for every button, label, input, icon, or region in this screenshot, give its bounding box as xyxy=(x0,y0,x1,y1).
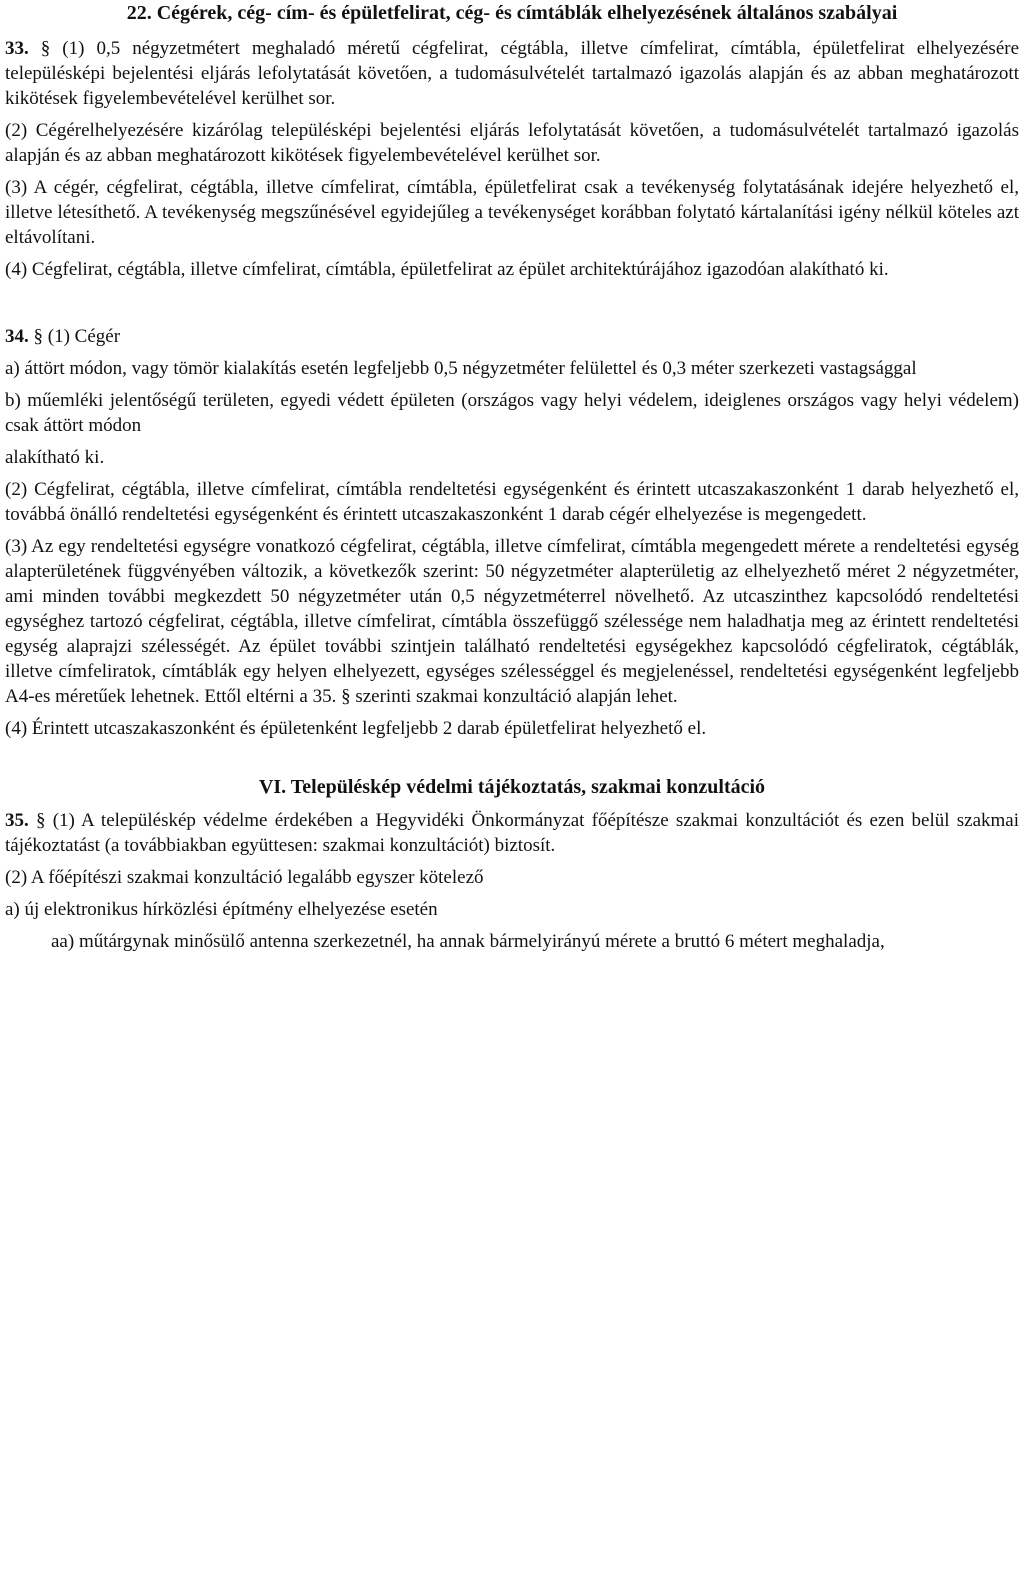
paragraph-33-3: (3) A cégér, cégfelirat, cégtábla, illetve címfelirat, címtábla, épületfelirat csak a tevékenység folytatásának idejére helyezhető el, illetve létesíthető. A tevékenység megszűnésével egyidejűleg a tevékenységet korábban folytató kártalanítási igény nélkül köteles azt eltávolítani. xyxy=(5,177,1019,248)
paragraph-33-2: (2) Cégérelhelyezésére kizárólag településképi bejelentési eljárás lefolytatását követően, a tudomásulvételét tartalmazó igazolás alapján és az abban meghatározott kikötések figyelembevételével kerülhet sor. xyxy=(5,120,1019,166)
paragraph-35-a: a) új elektronikus hírközlési építmény elhelyezése esetén xyxy=(5,899,438,920)
paragraph-33-1 xyxy=(5,36,1019,111)
paragraph-34-a: a) áttört módon, vagy tömör kialakítás esetén legfeljebb 0,5 négyzetméter felülettel és 0,3 méter szerkezeti vastagsággal xyxy=(5,358,917,379)
section-number-35: 35. xyxy=(5,810,29,831)
chapter-heading-VI: VI. Településkép védelmi tájékoztatás, szakmai konzultáció xyxy=(258,776,766,798)
paragraph-34-3: (3) Az egy rendeltetési egységre vonatkozó cégfelirat, cégtábla, illetve címfelirat, címtábla megengedett mérete a rendeltetési egység alapterületének függvényében változik, a következők szerint: 50 négyzetméter alapterületig az elhelyezhető méret 2 négyzetméter, ami minden további megkezdett 50 négyzetméter után 0,5 négyzetméterrel növelhető. Az utcaszinthez kapcsolódó rendeltetési egységhez tartozó cégfelirat, cégtábla, illetve címfelirat, címtábla összefüggő szélessége nem haladhatja meg az érintett rendeltetési egység alaprajzi szélességét. Az épület további szintjein található rendeltetési egységekhez kapcsolódó cégfeliratok, cégtáblák, illetve címfeliratok, címtáblák egy helyen elhelyezett, egységes szélességgel és megjelenéssel, rendeltetési egységenként legfeljebb A4-es méretűek lehetnek. Ettől eltérni a 35. § szerinti szakmai konzultáció alapján lehet. xyxy=(5,536,1019,707)
paragraph-34-closing: alakítható ki. xyxy=(5,447,105,468)
section-heading-22: 22. Cégérek, cég- cím- és épületfelirat, cég- és címtáblák elhelyezésének általános szabályai xyxy=(126,2,898,24)
paragraph-34-1 xyxy=(5,324,1019,349)
paragraph-34-b: b) műemléki jelentőségű területen, egyedi védett épületen (országos vagy helyi védelem, ideiglenes országos vagy helyi védelem) csak áttört módon xyxy=(5,390,1019,436)
section-number-33: 33. xyxy=(5,38,29,59)
paragraph-35-2: (2) A főépítészi szakmai konzultáció legalább egyszer kötelező xyxy=(5,867,484,888)
paragraph-35-1-text: § (1) A településkép védelme érdekében a Hegyvidéki Önkormányzat főépítésze szakmai konzultációt és ezen belül szakmai tájékoztatást (a továbbiakban együttesen: szakmai konzultációt) biztosít. xyxy=(5,810,1020,856)
paragraph-34-2: (2) Cégfelirat, cégtábla, illetve címfelirat, címtábla rendeltetési egységenként és érintett utcaszakaszonként 1 darab helyezhető el, továbbá önálló rendeltetési egységenként és érintett utcaszakaszonként 1 darab cégér elhelyezése is megengedett. xyxy=(5,479,1019,525)
paragraph-34-1-text: § (1) Cégér xyxy=(33,326,121,347)
paragraph-34-4: (4) Érintett utcaszakaszonként és épületenként legfeljebb 2 darab épületfelirat helyezhető el. xyxy=(5,718,707,739)
section-number-34: 34. xyxy=(5,326,29,347)
paragraph-35-1 xyxy=(5,808,1019,858)
paragraph-33-4: (4) Cégfelirat, cégtábla, illetve címfelirat, címtábla, épületfelirat az épület architektúrájához igazodóan alakítható ki. xyxy=(5,259,889,280)
paragraph-35-aa: aa) műtárgynak minősülő antenna szerkezetnél, ha annak bármelyirányú mérete a bruttó 6 métert meghaladja, xyxy=(51,931,885,952)
paragraph-33-1-text: § (1) 0,5 négyzetmétert meghaladó méretű cégfelirat, cégtábla, illetve címfelirat, címtábla, épületfelirat elhelyezésére településképi bejelentési eljárás lefolytatását követően, a tudomásulvételét tartalmazó igazolás alapján és az abban meghatározott kikötések figyelembevételével kerülhet sor. xyxy=(5,38,1020,109)
